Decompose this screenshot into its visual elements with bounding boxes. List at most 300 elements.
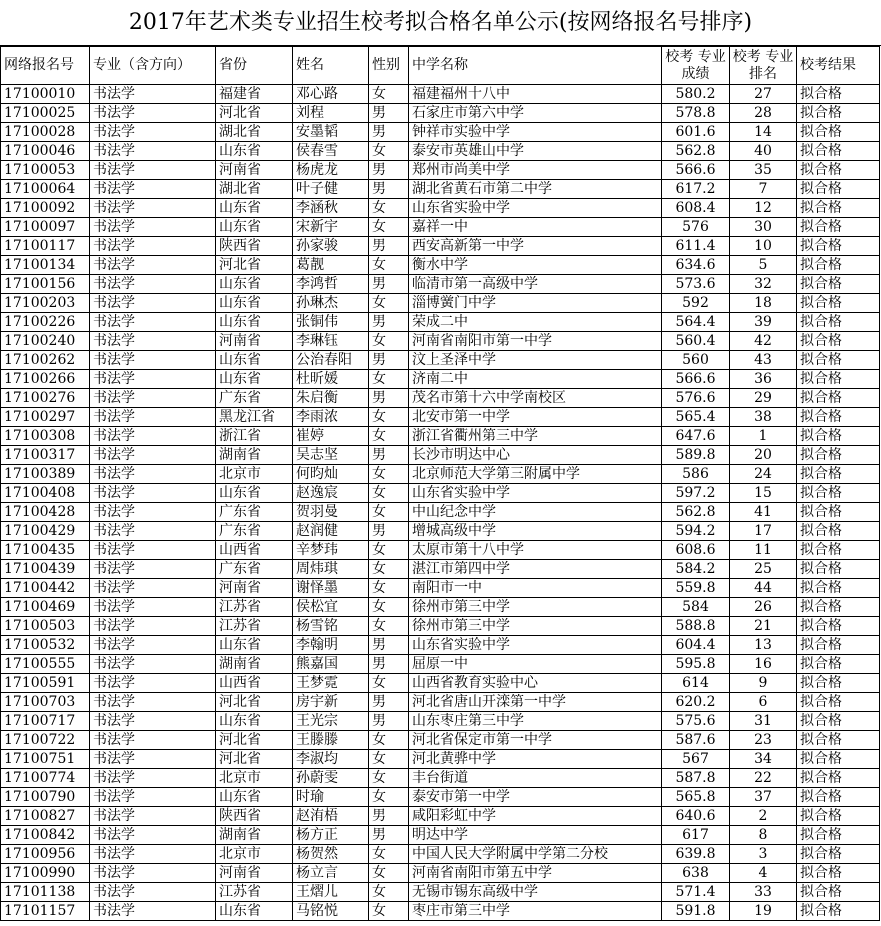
cell-name: 孙琳杰 [293,294,369,313]
cell-name: 邓心路 [293,85,369,104]
cell-rank: 41 [730,503,797,522]
cell-rank: 14 [730,123,797,142]
cell-major: 书法学 [90,180,216,199]
cell-rank: 2 [730,807,797,826]
table-row [1,218,880,237]
cell-score: 588.8 [662,617,730,636]
cell-name: 贺羽曼 [293,503,369,522]
cell-major: 书法学 [90,636,216,655]
cell-province: 河南省 [216,864,293,883]
cell-result: 拟合格 [797,332,880,351]
cell-major: 书法学 [90,541,216,560]
cell-gender: 男 [369,389,409,408]
cell-province: 湖南省 [216,655,293,674]
cell-rank: 44 [730,579,797,598]
cell-score: 608.6 [662,541,730,560]
cell-gender: 男 [369,807,409,826]
cell-gender: 男 [369,123,409,142]
cell-rank: 42 [730,332,797,351]
cell-province: 山东省 [216,294,293,313]
cell-name: 孙家骏 [293,237,369,256]
cell-rank: 7 [730,180,797,199]
cell-gender: 女 [369,218,409,237]
cell-score: 567 [662,750,730,769]
table-row [1,427,880,446]
cell-rank: 12 [730,199,797,218]
cell-province: 湖南省 [216,826,293,845]
cell-id: 17100827 [1,807,90,826]
table-row [1,332,880,351]
cell-name: 侯松宜 [293,598,369,617]
cell-name: 刘程 [293,104,369,123]
cell-name: 王梦霓 [293,674,369,693]
cell-rank: 25 [730,560,797,579]
cell-province: 福建省 [216,85,293,104]
cell-score: 566.6 [662,370,730,389]
header-gender: 性别 [369,47,409,85]
cell-result: 拟合格 [797,617,880,636]
cell-id: 17100774 [1,769,90,788]
cell-id: 17100308 [1,427,90,446]
cell-rank: 27 [730,85,797,104]
cell-school: 明达中学 [409,826,662,845]
table-row [1,85,880,104]
cell-gender: 男 [369,693,409,712]
cell-id: 17101138 [1,883,90,902]
cell-name: 杜昕媛 [293,370,369,389]
cell-rank: 30 [730,218,797,237]
cell-name: 赵润健 [293,522,369,541]
cell-major: 书法学 [90,389,216,408]
cell-id: 17100990 [1,864,90,883]
cell-major: 书法学 [90,503,216,522]
table-row [1,807,880,826]
cell-result: 拟合格 [797,598,880,617]
cell-province: 江苏省 [216,617,293,636]
table-row [1,446,880,465]
cell-province: 广东省 [216,503,293,522]
cell-gender: 女 [369,883,409,902]
cell-school: 湛江市第四中学 [409,560,662,579]
cell-province: 山东省 [216,351,293,370]
cell-id: 17100010 [1,85,90,104]
cell-major: 书法学 [90,826,216,845]
table-body [1,85,880,921]
cell-province: 黑龙江省 [216,408,293,427]
cell-score: 604.4 [662,636,730,655]
cell-id: 17100134 [1,256,90,275]
cell-school: 湖北省黄石市第二中学 [409,180,662,199]
cell-major: 书法学 [90,408,216,427]
cell-score: 565.4 [662,408,730,427]
cell-gender: 男 [369,636,409,655]
cell-rank: 13 [730,636,797,655]
cell-rank: 1 [730,427,797,446]
cell-id: 17100226 [1,313,90,332]
cell-id: 17100046 [1,142,90,161]
cell-province: 山西省 [216,541,293,560]
cell-id: 17100117 [1,237,90,256]
cell-province: 山东省 [216,370,293,389]
cell-score: 608.4 [662,199,730,218]
cell-province: 湖北省 [216,123,293,142]
cell-result: 拟合格 [797,674,880,693]
cell-province: 山东省 [216,313,293,332]
cell-school: 临清市第一高级中学 [409,275,662,294]
cell-rank: 40 [730,142,797,161]
cell-province: 山东省 [216,484,293,503]
cell-result: 拟合格 [797,864,880,883]
cell-major: 书法学 [90,560,216,579]
cell-name: 孙蔚雯 [293,769,369,788]
cell-province: 山东省 [216,275,293,294]
cell-id: 17100591 [1,674,90,693]
cell-province: 河南省 [216,579,293,598]
cell-name: 葛靓 [293,256,369,275]
table-row [1,560,880,579]
cell-gender: 男 [369,655,409,674]
cell-result: 拟合格 [797,731,880,750]
cell-major: 书法学 [90,142,216,161]
cell-name: 赵逸宸 [293,484,369,503]
cell-gender: 女 [369,902,409,921]
cell-school: 荣成二中 [409,313,662,332]
cell-major: 书法学 [90,218,216,237]
cell-id: 17101157 [1,902,90,921]
cell-major: 书法学 [90,275,216,294]
cell-major: 书法学 [90,788,216,807]
cell-id: 17100435 [1,541,90,560]
cell-rank: 16 [730,655,797,674]
cell-score: 592 [662,294,730,313]
cell-rank: 24 [730,465,797,484]
cell-name: 张铜伟 [293,313,369,332]
table-row [1,503,880,522]
cell-major: 书法学 [90,427,216,446]
cell-score: 638 [662,864,730,883]
cell-name: 崔婷 [293,427,369,446]
cell-school: 山东省实验中学 [409,484,662,503]
cell-result: 拟合格 [797,826,880,845]
cell-school: 钟祥市实验中学 [409,123,662,142]
cell-gender: 女 [369,370,409,389]
cell-name: 李雨浓 [293,408,369,427]
header-id: 网络报名号 [1,47,90,85]
cell-id: 17100028 [1,123,90,142]
cell-score: 640.6 [662,807,730,826]
cell-name: 时瑜 [293,788,369,807]
table-row [1,408,880,427]
header-rank [730,47,797,85]
cell-province: 陕西省 [216,807,293,826]
cell-id: 17100240 [1,332,90,351]
cell-score: 614 [662,674,730,693]
cell-rank: 29 [730,389,797,408]
table-row [1,712,880,731]
cell-gender: 女 [369,579,409,598]
cell-rank: 21 [730,617,797,636]
header-row [1,47,880,85]
cell-gender: 女 [369,332,409,351]
cell-id: 17100956 [1,845,90,864]
cell-result: 拟合格 [797,655,880,674]
cell-province: 河南省 [216,332,293,351]
cell-name: 朱启衡 [293,389,369,408]
table-row [1,351,880,370]
cell-school: 浙江省衢州第三中学 [409,427,662,446]
header-name: 姓名 [293,47,369,85]
cell-score: 578.8 [662,104,730,123]
cell-gender: 女 [369,484,409,503]
table-row [1,541,880,560]
cell-rank: 23 [730,731,797,750]
header-school: 中学名称 [409,47,662,85]
cell-rank: 32 [730,275,797,294]
cell-gender: 女 [369,256,409,275]
cell-name: 李淑均 [293,750,369,769]
cell-major: 书法学 [90,845,216,864]
cell-gender: 女 [369,598,409,617]
cell-name: 王滕滕 [293,731,369,750]
cell-province: 山东省 [216,218,293,237]
cell-rank: 18 [730,294,797,313]
page-title: 2017年艺术类专业招生校考拟合格名单公示(按网络报名号排序) [0,0,881,46]
cell-score: 611.4 [662,237,730,256]
cell-result: 拟合格 [797,199,880,218]
cell-result: 拟合格 [797,313,880,332]
table-row [1,275,880,294]
cell-school: 徐州市第三中学 [409,617,662,636]
cell-rank: 33 [730,883,797,902]
cell-rank: 26 [730,598,797,617]
cell-major: 书法学 [90,807,216,826]
cell-id: 17100555 [1,655,90,674]
cell-school: 济南二中 [409,370,662,389]
cell-province: 湖南省 [216,446,293,465]
cell-id: 17100262 [1,351,90,370]
cell-major: 书法学 [90,85,216,104]
cell-score: 571.4 [662,883,730,902]
cell-score: 564.4 [662,313,730,332]
cell-major: 书法学 [90,883,216,902]
cell-school: 北京师范大学第三附属中学 [409,465,662,484]
cell-major: 书法学 [90,522,216,541]
cell-gender: 男 [369,313,409,332]
cell-rank: 17 [730,522,797,541]
cell-school: 山东枣庄第三中学 [409,712,662,731]
cell-result: 拟合格 [797,237,880,256]
cell-score: 594.2 [662,522,730,541]
cell-major: 书法学 [90,712,216,731]
cell-province: 广东省 [216,560,293,579]
cell-score: 595.8 [662,655,730,674]
cell-major: 书法学 [90,332,216,351]
cell-result: 拟合格 [797,370,880,389]
cell-gender: 女 [369,503,409,522]
cell-result: 拟合格 [797,560,880,579]
cell-province: 湖北省 [216,180,293,199]
cell-school: 茂名市第十六中学南校区 [409,389,662,408]
cell-result: 拟合格 [797,275,880,294]
cell-id: 17100532 [1,636,90,655]
cell-province: 山东省 [216,199,293,218]
cell-rank: 34 [730,750,797,769]
cell-province: 广东省 [216,389,293,408]
cell-result: 拟合格 [797,161,880,180]
cell-name: 杨贺然 [293,845,369,864]
cell-result: 拟合格 [797,636,880,655]
cell-province: 江苏省 [216,883,293,902]
cell-id: 17100203 [1,294,90,313]
cell-id: 17100790 [1,788,90,807]
cell-score: 617.2 [662,180,730,199]
cell-school: 北安市第一中学 [409,408,662,427]
cell-major: 书法学 [90,655,216,674]
table-row [1,693,880,712]
cell-result: 拟合格 [797,427,880,446]
cell-id: 17100297 [1,408,90,427]
cell-school: 咸阳彩虹中学 [409,807,662,826]
cell-school: 山东省实验中学 [409,636,662,655]
cell-major: 书法学 [90,579,216,598]
cell-id: 17100156 [1,275,90,294]
cell-province: 河北省 [216,104,293,123]
cell-rank: 4 [730,864,797,883]
cell-rank: 22 [730,769,797,788]
cell-name: 李涵秋 [293,199,369,218]
cell-gender: 男 [369,275,409,294]
cell-result: 拟合格 [797,389,880,408]
cell-school: 汶上圣泽中学 [409,351,662,370]
cell-score: 601.6 [662,123,730,142]
cell-name: 杨雪铭 [293,617,369,636]
cell-province: 河北省 [216,256,293,275]
cell-school: 淄博黉门中学 [409,294,662,313]
cell-score: 639.8 [662,845,730,864]
cell-result: 拟合格 [797,883,880,902]
table-row [1,522,880,541]
cell-id: 17100442 [1,579,90,598]
cell-school: 西安高新第一中学 [409,237,662,256]
table-row [1,199,880,218]
cell-major: 书法学 [90,313,216,332]
cell-name: 李翰明 [293,636,369,655]
cell-name: 王光宗 [293,712,369,731]
cell-id: 17100025 [1,104,90,123]
cell-name: 辛梦玮 [293,541,369,560]
cell-name: 吴志坚 [293,446,369,465]
table-row [1,313,880,332]
cell-id: 17100266 [1,370,90,389]
cell-gender: 女 [369,864,409,883]
table-row [1,142,880,161]
cell-score: 634.6 [662,256,730,275]
cell-rank: 39 [730,313,797,332]
cell-score: 597.2 [662,484,730,503]
cell-result: 拟合格 [797,85,880,104]
cell-gender: 男 [369,161,409,180]
table-row [1,161,880,180]
cell-school: 泰安市第一中学 [409,788,662,807]
cell-rank: 5 [730,256,797,275]
table-row [1,655,880,674]
table-row [1,180,880,199]
cell-school: 枣庄市第三中学 [409,902,662,921]
cell-result: 拟合格 [797,712,880,731]
cell-id: 17100842 [1,826,90,845]
cell-province: 河北省 [216,693,293,712]
cell-rank: 43 [730,351,797,370]
cell-id: 17100469 [1,598,90,617]
cell-major: 书法学 [90,864,216,883]
cell-score: 576.6 [662,389,730,408]
cell-rank: 19 [730,902,797,921]
cell-school: 泰安市英雄山中学 [409,142,662,161]
header-rank-label: 校考 专业排名 [732,48,794,82]
cell-gender: 女 [369,731,409,750]
cell-score: 562.8 [662,503,730,522]
cell-province: 河北省 [216,750,293,769]
table-row [1,902,880,921]
cell-major: 书法学 [90,902,216,921]
cell-id: 17100092 [1,199,90,218]
cell-result: 拟合格 [797,503,880,522]
cell-gender: 女 [369,750,409,769]
cell-score: 575.6 [662,712,730,731]
cell-name: 周炜琪 [293,560,369,579]
cell-score: 587.6 [662,731,730,750]
cell-school: 无锡市锡东高级中学 [409,883,662,902]
cell-major: 书法学 [90,104,216,123]
cell-name: 杨方正 [293,826,369,845]
cell-name: 叶子健 [293,180,369,199]
admission-list-table [0,46,880,921]
cell-name: 房宇新 [293,693,369,712]
cell-province: 山东省 [216,712,293,731]
cell-result: 拟合格 [797,104,880,123]
cell-result: 拟合格 [797,788,880,807]
cell-name: 熊嘉国 [293,655,369,674]
cell-name: 宋新宇 [293,218,369,237]
cell-id: 17100053 [1,161,90,180]
cell-school: 增城高级中学 [409,522,662,541]
cell-school: 屈原一中 [409,655,662,674]
cell-name: 安墨韬 [293,123,369,142]
cell-id: 17100703 [1,693,90,712]
table-row [1,750,880,769]
cell-major: 书法学 [90,370,216,389]
cell-school: 山西省教育实验中心 [409,674,662,693]
cell-id: 17100428 [1,503,90,522]
cell-rank: 28 [730,104,797,123]
cell-gender: 男 [369,446,409,465]
cell-school: 福建福州十八中 [409,85,662,104]
cell-province: 河南省 [216,161,293,180]
table-row [1,389,880,408]
cell-major: 书法学 [90,351,216,370]
cell-rank: 36 [730,370,797,389]
cell-score: 576 [662,218,730,237]
cell-school: 徐州市第三中学 [409,598,662,617]
cell-rank: 9 [730,674,797,693]
cell-score: 584.2 [662,560,730,579]
cell-rank: 38 [730,408,797,427]
header-province: 省份 [216,47,293,85]
cell-rank: 8 [730,826,797,845]
cell-result: 拟合格 [797,218,880,237]
cell-school: 河南省南阳市第五中学 [409,864,662,883]
cell-rank: 31 [730,712,797,731]
